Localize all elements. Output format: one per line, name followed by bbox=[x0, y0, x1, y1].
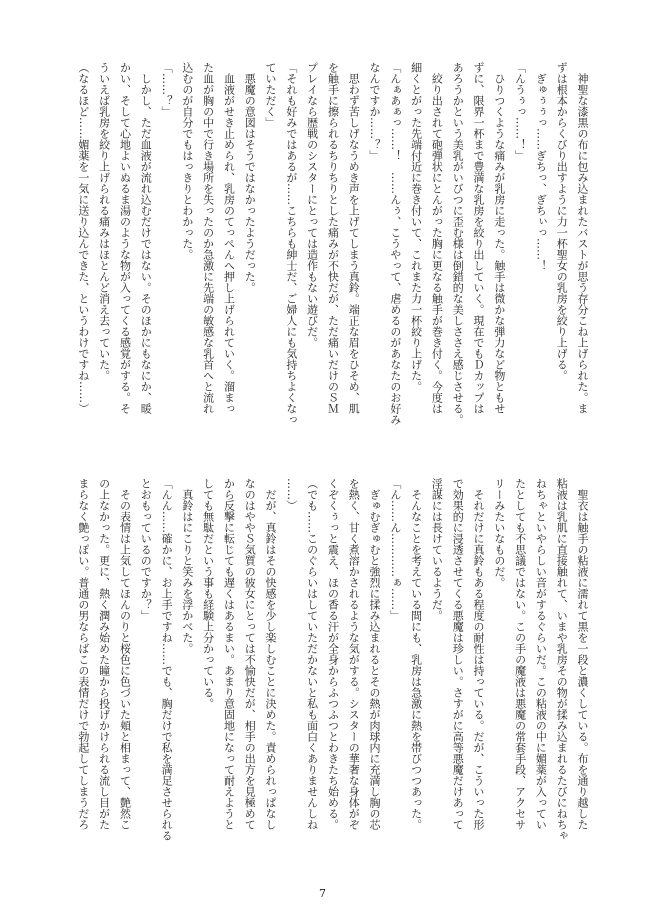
text-line: かい、そして心地よいぬるま湯のような物が入ってくる感覚がする。そ bbox=[118, 62, 132, 414]
text-line: とおもっているのですか？」 bbox=[139, 478, 153, 621]
text-line: それだけに真鈴もある程度の耐性は持っている。だが、こういった形 bbox=[472, 478, 486, 830]
text-line: 「んん……確かに、お上手ですね……でも、胸だけで私を満足させられる bbox=[160, 478, 174, 841]
text-line: だが、真鈴はその快感を少し楽しむことに決めた。責められっぱなし bbox=[264, 478, 278, 830]
text-line: ずは根本からくびり出すように力一杯聖女の乳房を絞り上げる。 bbox=[555, 62, 569, 381]
text-block-bottom bbox=[72, 478, 592, 858]
text-line: ずに、限界一杯まで豊満な乳房を絞り出していく。現在でもＤカップは bbox=[472, 62, 486, 414]
text-line: ていただく」 bbox=[264, 62, 278, 128]
text-line: 血液がせき止められ、乳房のてっぺんへ押し上げられていく。溜まっ bbox=[222, 62, 236, 414]
text-line: なのはややＳ気質の彼女にとっては不愉快だが、相手の出方を見極めて bbox=[243, 478, 257, 830]
text-line: 絞り出されて砲弾状にとんがった胸に更なる触手が巻き付く。今度は bbox=[430, 62, 444, 414]
text-line: 淫謀には長けているようだ。 bbox=[430, 478, 444, 621]
text-line: た血が胸の中で行き場所を失ったのか急激に先端の敏感な乳首へと流れ bbox=[201, 62, 215, 414]
text-line: 悪魔の意図はそうではなかったようだった。 bbox=[243, 62, 257, 293]
text-line: 細くとがった先端付近に巻き付いて、これまた力一杯絞り上げた。 bbox=[409, 62, 423, 392]
text-line: 真鈴はにこりと笑みを浮かべた。 bbox=[180, 478, 194, 654]
text-line: そんなことを考えている間にも、乳房は急激に熱を帯びつつあった。 bbox=[409, 478, 423, 830]
text-line: まらなく艶っぽい。普通の男ならばこの表情だけで勃起してしまうだろ bbox=[76, 478, 90, 830]
text-line: （なるほど……媚薬を一気に送り込んできた、というわけですね……） bbox=[76, 62, 90, 414]
text-line: ……） bbox=[284, 478, 298, 511]
text-line: 「……？」 bbox=[160, 62, 174, 117]
text-line: 「んうぅっ……！」 bbox=[513, 62, 527, 161]
text-line: で効果的に浸透させてくる悪魔は珍しい。さすがに高等悪魔だけあって bbox=[451, 478, 465, 830]
text-block-top bbox=[72, 62, 592, 432]
text-line: プレイなら歴戦のシスターにとっては造作もない遊びだ。 bbox=[305, 62, 319, 348]
text-line: 「んぁあぁっ……！ ……んぅ、こうやって、虐めるのがあなたのお好み bbox=[388, 62, 402, 425]
text-line: 「それも好みではあるが……こちらも紳士だ、ご婦人にも気持ちよくなっ bbox=[284, 62, 298, 425]
page-number: 7 bbox=[319, 887, 326, 900]
text-line: 聖衣は触手の粘液に濡れて黒を一段と濃くしている。布を通り越した bbox=[576, 478, 589, 830]
text-line: くぞくぅっと震え、ほの香る汗が全身からふつふつとわきたち始める。 bbox=[326, 478, 340, 830]
text-line: の上なかった。更に、熱く潤み始めた瞳から投げかけられる流し目がた bbox=[97, 478, 111, 830]
text-line: しかし、ただ血液が流れ込むだけではない。そのほかにもなにか、暖 bbox=[139, 62, 153, 414]
text-line: ねちゃといやらしい音がするぐらいだ。この粘液の中に媚薬が入ってい bbox=[534, 478, 548, 830]
text-line: たとしても不思議ではない。この手の魔液は悪魔の常套手段、アクセサ bbox=[513, 478, 527, 830]
text-line: ういえば乳房を絞り上げられる痛みはほとんど消え去っていた。 bbox=[97, 62, 111, 381]
text-line: を触手に擦られるちりちりとした痛みが不快だが、ただ痛いだけのＳＭ bbox=[326, 62, 340, 414]
text-line: なんですか……？」 bbox=[368, 62, 382, 161]
text-line: 粘液は乳肌に直接触れて、いまや乳房その物が揉み込まれるたびにねちゃ bbox=[555, 478, 569, 841]
text-line: ひりつくような痛みが乳房に走った。触手は微かな弾力など物ともせ bbox=[492, 62, 506, 414]
text-line: リーみたいなものだ。 bbox=[492, 478, 506, 588]
text-line: 「ん……ん…………ぁ……」 bbox=[388, 478, 402, 621]
text-line: その表情は上気してほんのりと桜色に色づいた頬と相まって、艶然こ bbox=[118, 478, 132, 830]
text-line: ぎゅむぎゅむと強烈に揉み込まれるとその熱が肉球内に充満し胸の芯 bbox=[368, 478, 382, 830]
text-line: 込むのが自分でもはっきりとわかった。 bbox=[180, 62, 194, 260]
text-line: を熱く、甘く煮溶かされるような気がする。シスターの華奢な身体がぞ bbox=[347, 478, 361, 830]
text-line: ぎゅぅぅっ……ぎちっ、ぎちぃっ……！ bbox=[534, 62, 548, 271]
text-line: 思わず苦しげなうめき声を上げてしまう真鈴。端正な眉をひそめ、肌 bbox=[347, 62, 361, 414]
text-line: 神聖な漆黒の布に包み込まれたバストが思う存分こね上げられた。ま bbox=[576, 62, 589, 414]
text-line: あろうかという美乳がいびつに歪む様は倒錯的な美しささえ感じさせる。 bbox=[451, 62, 465, 425]
text-line: （でも……このぐらいはしていただかないと私も面白くありませんしね bbox=[305, 478, 319, 830]
text-line: しても無駄だという事も経験上分かっている。 bbox=[201, 478, 215, 709]
text-line: から反撃に転じても遅くはあるまい。あまり意固地になって耐えようと bbox=[222, 478, 236, 830]
